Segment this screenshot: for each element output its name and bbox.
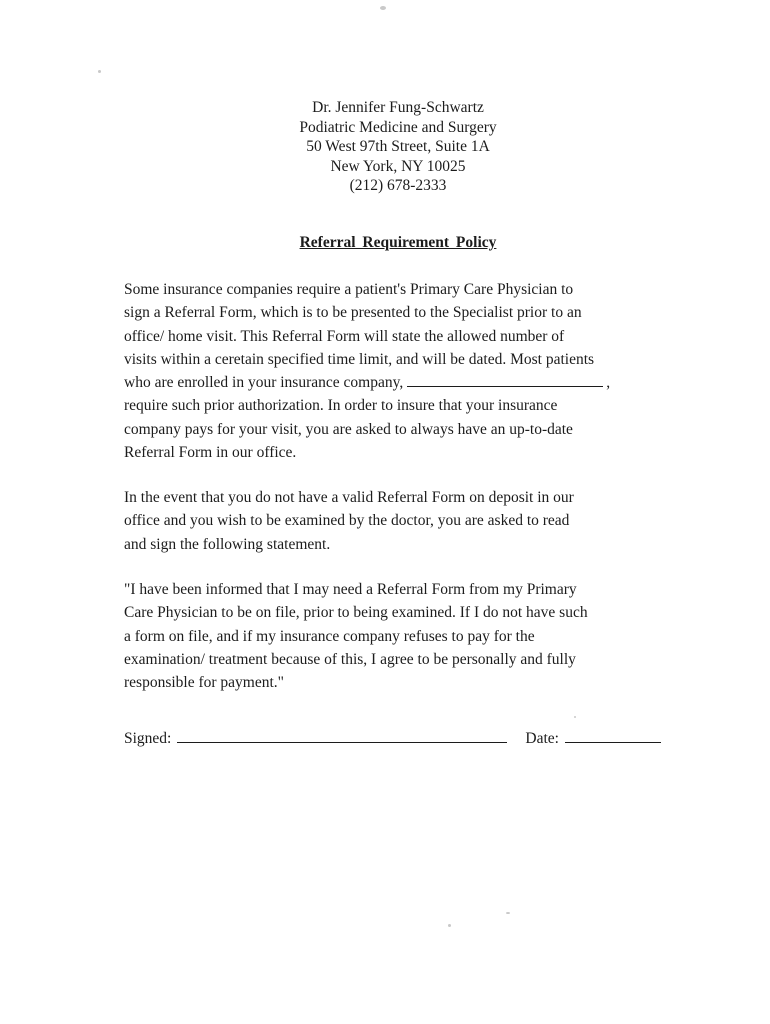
signature-row	[124, 730, 684, 748]
paragraph-line: "I have been informed that I may need a Referral Form from my Primary	[124, 581, 577, 598]
paragraph-line: office and you wish to be examined by the doctor, you are asked to read	[124, 512, 570, 530]
practice-name: Podiatric Medicine and Surgery	[299, 118, 497, 136]
paragraph-line: sign a Referral Form, which is to be presented to the Specialist prior to an	[124, 304, 582, 322]
scan-speck	[98, 70, 101, 73]
paragraph-line: visits within a ceretain specified time limit, and will be dated. Most patients	[124, 350, 595, 368]
paragraph-line: examination/ treatment because of this, I agree to be personally and fully	[124, 650, 576, 668]
street-address: 50 West 97th Street, Suite 1A	[306, 138, 490, 155]
paragraph-line: Care Physician to be on file, prior to being examined. If I do not have such	[124, 604, 588, 622]
scan-speck	[574, 716, 576, 718]
scan-speck	[506, 912, 510, 914]
paragraph-line: responsible for payment."	[124, 674, 284, 692]
date-label: Date:	[525, 730, 559, 747]
paragraph-insurance-referral	[124, 278, 684, 464]
scan-speck	[380, 6, 386, 10]
insurance-company-blank[interactable]	[407, 374, 603, 387]
policy-title: Referral Requirement Policy	[299, 234, 497, 251]
paragraph-line: Some insurance companies require a patient's Primary Care Physician to	[124, 281, 574, 298]
blank-trailing-comma: ,	[606, 374, 611, 392]
signed-label: Signed:	[124, 730, 172, 747]
phone-number: (212) 678-2333	[349, 177, 447, 194]
paragraph-line: company pays for your visit, you are asked to always have an up-to-date	[124, 420, 573, 438]
date-field[interactable]	[565, 730, 661, 743]
doctor-name: Dr. Jennifer Fung-Schwartz	[312, 99, 484, 116]
paragraph-line: In the event that you do not have a valid Referral Form on deposit in our	[124, 489, 574, 506]
letterhead	[0, 98, 770, 196]
paragraph-line: require such prior authorization. In order to insure that your insurance	[124, 397, 558, 415]
paragraph-statement	[124, 578, 684, 694]
paragraph-no-referral	[124, 486, 684, 556]
paragraph-line: and sign the following statement.	[124, 535, 331, 553]
city-state-zip: New York, NY 10025	[330, 157, 466, 175]
paragraph-line: office/ home visit. This Referral Form will state the allowed number of	[124, 327, 565, 345]
paragraph-line: Referral Form in our office.	[124, 444, 297, 462]
paragraph-line-text: who are enrolled in your insurance company,	[124, 374, 404, 392]
paragraph-line-with-blank	[124, 371, 684, 394]
paragraph-line: a form on file, and if my insurance company refuses to pay for the	[124, 627, 535, 645]
scan-speck	[448, 924, 451, 927]
signature-field[interactable]	[177, 730, 507, 743]
